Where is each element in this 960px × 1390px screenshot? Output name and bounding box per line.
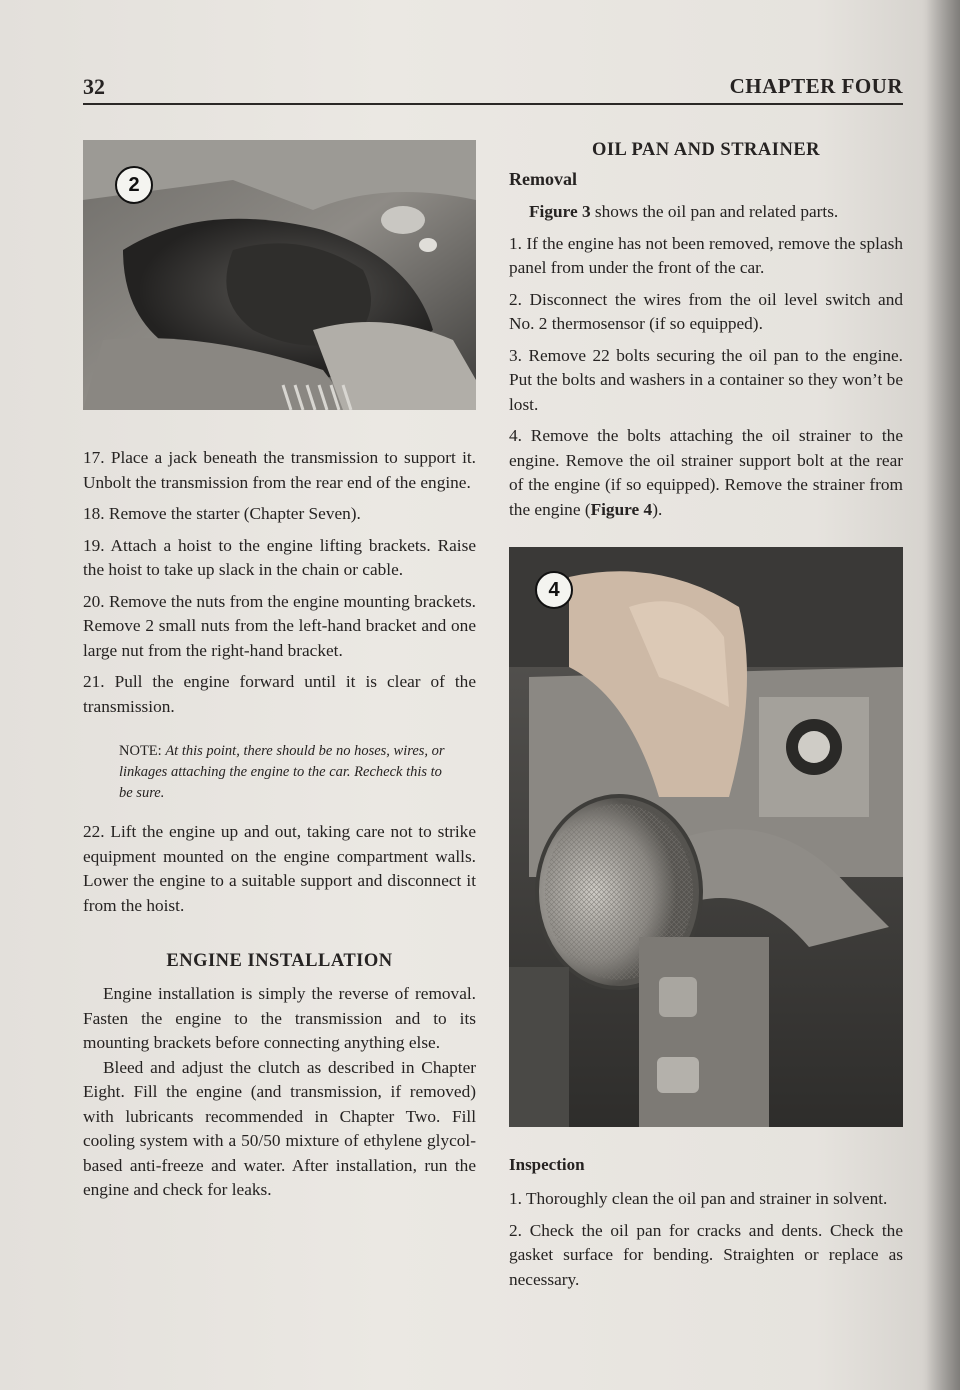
removal-intro (509, 200, 903, 225)
figure-4-photo (509, 547, 903, 1127)
removal-heading: Removal (509, 169, 577, 189)
safety-note (119, 741, 456, 804)
installation-paragraph-2: Bleed and adjust the clutch as described in Chapter Eight. Fill the engine (and transmission, if removed) with lubricants recommended in Chapter Two. Fill cooling system with a 50/50 mixture of ethylene glycol-based anti-freeze and water. After installation, run the engine and check for leaks. (83, 1057, 476, 1199)
inspection-heading: Inspection (509, 1155, 585, 1174)
chapter-title: CHAPTER FOUR (729, 74, 903, 98)
figure-3-reference: Figure 3 (529, 202, 591, 221)
note-text: At this point, there should be no hoses, wires, or linkages attaching the engine to the car. Recheck this to be sure. (119, 743, 445, 801)
inspection-step-1: 1. Thoroughly clean the oil pan and strainer in solvent. (509, 1189, 888, 1208)
right-column (509, 140, 903, 1299)
step-21: 21. Pull the engine forward until it is clear of the transmission. (83, 672, 476, 716)
step-22: 22. Lift the engine up and out, taking care not to strike equipment mounted on the engine compartment walls. Lower the engine to a suitable support and disconnect it from the hoist. (83, 822, 476, 915)
step-19: 19. Attach a hoist to the engine lifting brackets. Raise the hoist to take up slack in the chain or cable. (83, 535, 476, 579)
removal-step-4 (509, 424, 903, 522)
removal-step-3: 3. Remove 22 bolts securing the oil pan to the engine. Put the bolts and washers in a container so they won’t be lost. (509, 345, 903, 414)
step-4-end: ). (652, 499, 663, 519)
figure-4-reference: Figure 4 (590, 499, 653, 519)
removal-intro-text: shows the oil pan and related parts. (590, 202, 839, 221)
figure-2-photo (83, 140, 476, 410)
removal-step-2: 2. Disconnect the wires from the oil level switch and No. 2 thermosensor (if so equipped). (509, 289, 903, 333)
figure-number-badge: 4 (535, 571, 573, 609)
oil-pan-section-heading: OIL PAN AND STRAINER (591, 140, 821, 160)
page-header (83, 72, 903, 102)
inspection-step-2: 2. Check the oil pan for cracks and dents. Check the gasket surface for bending. Straighten or replace as necessary. (509, 1220, 903, 1289)
step-4-text: 4. Remove the bolts attaching the oil strainer to the engine. Remove the oil strainer support bolt at the rear of the engine (if so equipped). Remove the strainer from the engine ( (509, 426, 903, 519)
figure-number-badge: 2 (115, 166, 153, 204)
removal-step-1: 1. If the engine has not been removed, remove the splash panel from under the front of the car. (509, 233, 903, 277)
step-18: 18. Remove the starter (Chapter Seven). (83, 504, 361, 523)
step-20: 20. Remove the nuts from the engine mounting brackets. Remove 2 small nuts from the left-hand bracket and one large nut from the right-hand bracket. (83, 591, 476, 660)
page-number: 32 (83, 74, 105, 99)
note-label: NOTE: (119, 743, 162, 759)
installation-paragraph-1: Engine installation is simply the reverse of removal. Fasten the engine to the transmission and to its mounting brackets before connecting anything else. (83, 984, 476, 1052)
left-column (83, 140, 476, 1203)
step-17: 17. Place a jack beneath the transmission to support it. Unbolt the transmission from the rear end of the engine. (83, 448, 476, 492)
engine-installation-heading: ENGINE INSTALLATION (166, 951, 393, 971)
book-spine-shadow (926, 0, 960, 1390)
oil-strainer-photo (509, 547, 903, 1127)
header-rule (83, 103, 903, 105)
